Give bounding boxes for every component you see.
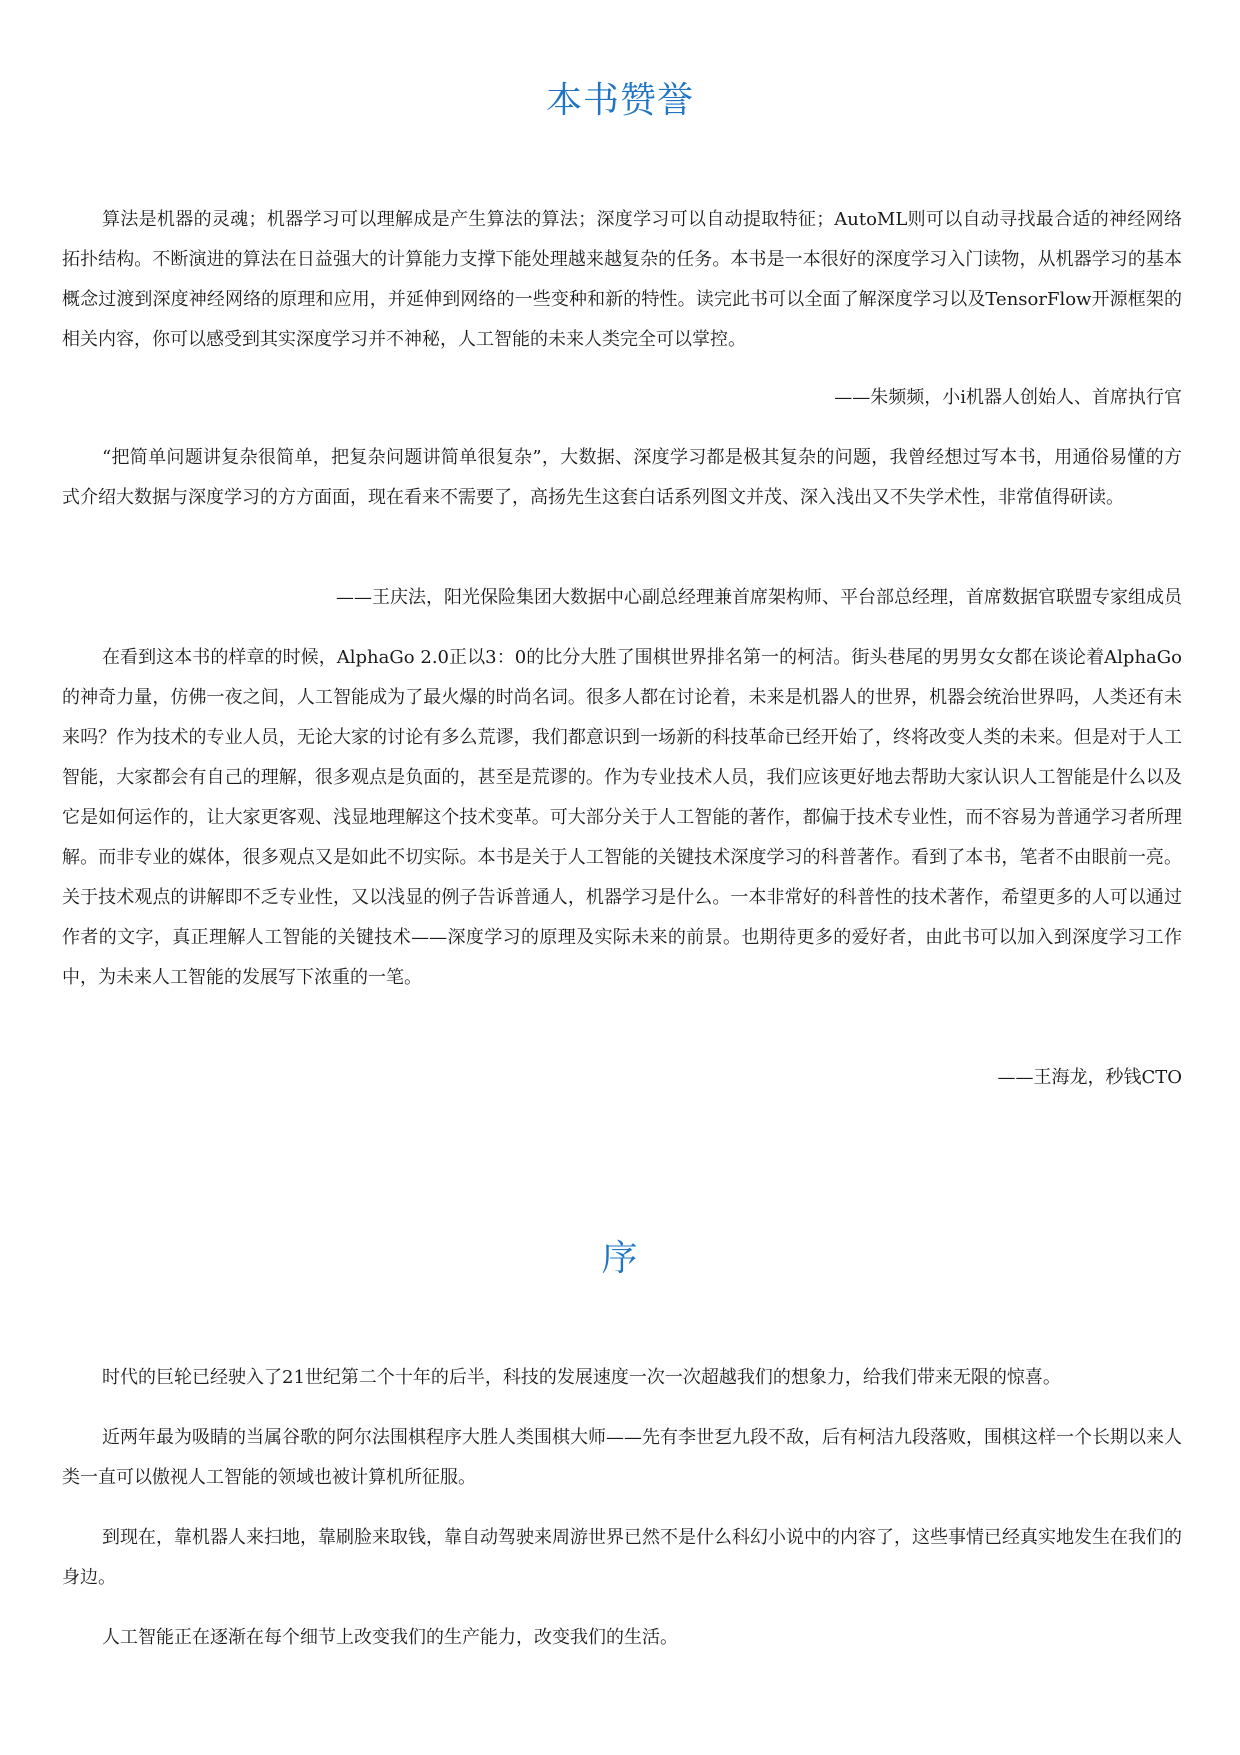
preface-paragraph: 人工智能正在逐渐在每个细节上改变我们的生产能力，改变我们的生活。 [102,1627,678,1648]
praise-attribution: ——朱频频，小i机器人创始人、首席执行官 [834,387,1182,408]
preface-section-title: 序 [601,1238,639,1279]
praise-quote-text: “把简单问题讲复杂很简单，把复杂问题讲简单很复杂”，大数据、深度学习都是极其复杂的问题，我曾经想过写本书，用通俗易懂的方式介绍大数据与深度学习的方方面面，现在看来不需要了，高扬先生这套白话系列图文并茂、深入浅出又不失学术性，非常值得研读。 [62,447,1182,508]
praise-section-title: 本书赞誉 [545,80,694,121]
praise-quote-text: 在看到这本书的样章的时候，AlphaGo 2.0正以3：0的比分大胜了围棋世界排名第一的柯洁。街头巷尾的男男女女都在谈论着AlphaGo的神奇力量，仿佛一夜之间，人工智能成为了最火爆的时尚名词。很多人都在讨论着，未来是机器人的世界，机器会统治世界吗，人类还有未来吗？作为技术的专业人员，无论大家的讨论有多么荒谬，我们都意识到一场新的科技革命已经开始了，终将改变人类的未来。但是对于人工智能，大家都会有自己的理解，很多观点是负面的，甚至是荒谬的。作为专业技术人员，我们应该更好地去帮助大家认识人工智能是什么以及它是如何运作的，让大家更客观、浅显地理解这个技术变革。可大部分关于人工智能的著作，都偏于技术专业性，而不容易为普通学习者所理解。而非专业的媒体，很多观点又是如此不切实际。本书是关于人工智能的关键技术深度学习的科普著作。看到了本书，笔者不由眼前一亮。关于技术观点的讲解即不乏专业性，又以浅显的例子告诉普通人，机器学习是什么。一本非常好的科普性的技术著作，希望更多的人可以通过作者的文字，真正理解人工智能的关键技术——深度学习的原理及实际未来的前景。也期待更多的爱好者，由此书可以加入到深度学习工作中，为未来人工智能的发展写下浓重的一笔。 [62,647,1182,988]
praise-attribution: ——王海龙，秒钱CTO [997,1067,1182,1088]
preface-paragraph: 时代的巨轮已经驶入了21世纪第二个十年的后半，科技的发展速度一次一次超越我们的想象力，给我们带来无限的惊喜。 [102,1367,1061,1388]
preface-paragraph: 到现在，靠机器人来扫地，靠刷脸来取钱，靠自动驾驶来周游世界已然不是什么科幻小说中的内容了，这些事情已经真实地发生在我们的身边。 [62,1527,1182,1588]
praise-quote-text: 算法是机器的灵魂；机器学习可以理解成是产生算法的算法；深度学习可以自动提取特征；AutoML则可以自动寻找最合适的神经网络拓扑结构。不断演进的算法在日益强大的计算能力支撑下能处理越来越复杂的任务。本书是一本很好的深度学习入门读物，从机器学习的基本概念过渡到深度神经网络的原理和应用，并延伸到网络的一些变种和新的特性。读完此书可以全面了解深度学习以及TensorFlow开源框架的相关内容，你可以感受到其实深度学习并不神秘，人工智能的未来人类完全可以掌控。 [62,209,1182,350]
praise-attribution: ——王庆法，阳光保险集团大数据中心副总经理兼首席架构师、平台部总经理，首席数据官联盟专家组成员 [336,587,1182,608]
preface-paragraph: 近两年最为吸睛的当属谷歌的阿尔法围棋程序大胜人类围棋大师——先有李世乭九段不敌，后有柯洁九段落败，围棋这样一个长期以来人类一直可以傲视人工智能的领域也被计算机所征服。 [62,1427,1182,1488]
